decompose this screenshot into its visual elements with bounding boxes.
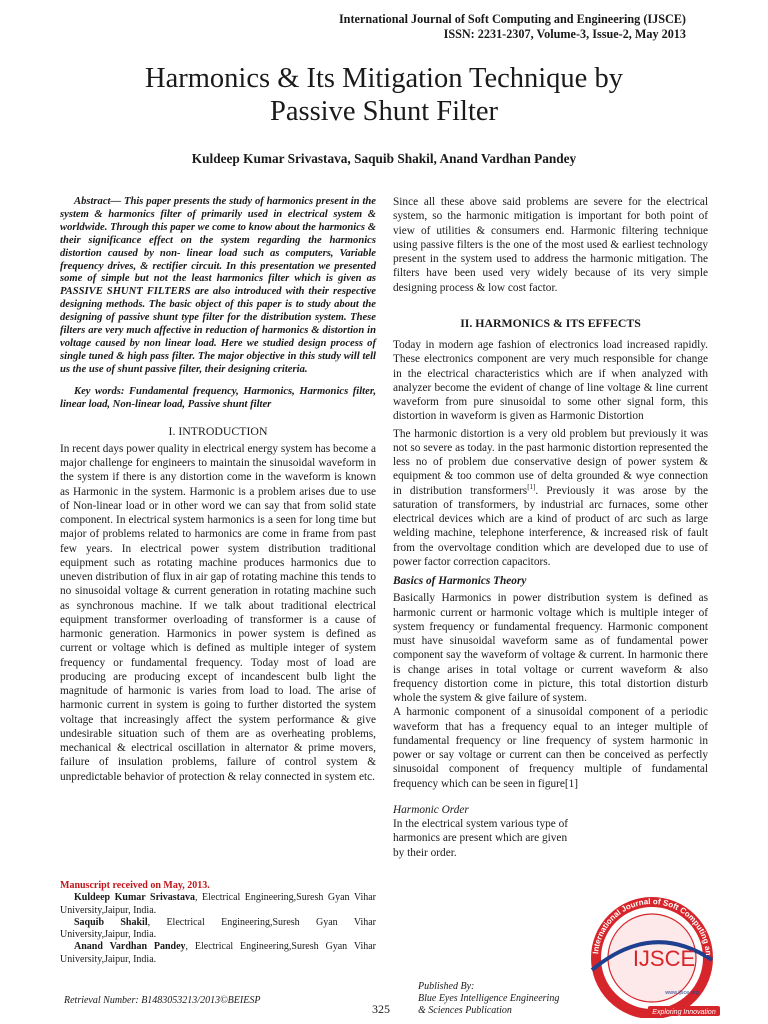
logo-ring-text: International Journal of Soft Computing an xyxy=(591,896,713,956)
page-number: 325 xyxy=(372,1002,390,1016)
harmonic-order-heading: Harmonic Order xyxy=(393,803,469,816)
footnote-author-1: Kuldeep Kumar Srivastava xyxy=(74,892,196,904)
journal-name: International Journal of Soft Computing and Engineering (IJSCE) xyxy=(338,12,686,26)
logo-text: IJSCE xyxy=(632,946,696,971)
paper-authors: Kuldeep Kumar Srivastava, Saquib Shakil, Anand Vardhan Pandey xyxy=(191,151,577,166)
publisher-block xyxy=(418,981,559,1017)
abstract: Abstract— This paper presents the study of harmonics present in the system & harmonics filter of primarily used in electrical system & worldwide. Through this paper we come to know about the harmonics & their significance effect on the system regarding the harmonics distortion caused by non- linear load such as computers, Variable frequency drives, & rectifier circuit. In this presentation we presented some of simple but not the least harmonics filter which is given as PASSIVE SHUNT FILTERS are also introduced with their respective designing methods. The basic object of this paper is to study about the designing of passive shunt type filter for the distribution system. These filters are very much affective in reduction of harmonics & distortion in voltage caused by non linear load. Here we studied design process of single tuned & high pass filter. The major objective in this study will tell us the use of shunt passive filter, their designing criteria. xyxy=(60,196,376,375)
title-line-1: Harmonics & Its Mitigation Technique by xyxy=(145,63,623,94)
ijsce-logo xyxy=(578,880,726,1018)
intro-paragraph: In recent days power quality in electrical energy system has become a major challenge for engineers to maintain the sinusoidal waveform in the system if there is any distortion come in the waveform is known as Harmonic in the system. Harmonic is a problem arises due to use of Non-linear load or in other word we can say that from solid state component. In electrical system harmonics is a seen for long time but major of problems related to harmonics are come in frame from past few years. In electrical power system distribution traditional equipment such as rotating machine produces harmonics due to uneven distribution of flux in air gap of rotating machine this tends to no sinusoidal voltage & current generation in rotating machine such as synchronous machine. If we talk about traditional electrical equipment transformer overloading of transformer is a cause of harmonic generation. Harmonics in power system is defined as current or voltage which is defined as multiple integer of system frequency or fundamental frequency. Today most of load are producing are producing except of incandescent bulb light the magnitude of harmonic is varies from load to load. The arise of harmonic current in system is going to further distorted the system voltage that increasingly affect the system performance & give undesirable situation such of them are as overheating problems, mechanical & electrical oscillation in alternator & prime movers, failure of insulation problems, failure of control system & unpredictable behavior of protection & relay connected in system etc. xyxy=(60,442,376,783)
logo-tagline: Exploring Innovation xyxy=(652,1009,716,1016)
section-2-heading: II. HARMONICS & ITS EFFECTS xyxy=(460,315,641,330)
footnote-affiliation-3: , Electrical Engineering,Suresh Gyan Vihar University,Jaipur, India. xyxy=(60,941,376,965)
section-2-paragraph-2-cont: . Previously it was arose by the saturation of transformers, by industrial arc furnaces, some other electrical devices which are a kind of product of arc such as large welding machine, telephone interference, & increased risk of fault from the overvoltage condition which are developed due to use of power factor correction capacitors. xyxy=(393,484,708,568)
journal-header xyxy=(339,12,686,42)
paper-title xyxy=(40,62,728,128)
harmonic-order-text: In the electrical system various type of harmonics are present which are given by their order. xyxy=(393,818,569,859)
published-by: Published By: xyxy=(418,981,475,992)
basics-heading: Basics of Harmonics Theory xyxy=(393,575,527,587)
ijsce-logo-graphic xyxy=(578,880,726,1018)
basics-paragraph-2: A harmonic component of a sinusoidal component of a periodic waveform that has a frequency equal to an integer multiple of fundamental frequency or line frequency of system harmonic in power or say voltage or current can then be conceived as perfectly sinusoidal component of frequency multiple of fundamental frequency which can be seen in figure[1] xyxy=(393,706,708,790)
keywords: Key words: Fundamental frequency, Harmonics, Harmonics filter, linear load, Non-linear load, Passive shunt filter xyxy=(60,385,376,410)
publisher-line-2: & Sciences Publication xyxy=(418,1005,512,1016)
publisher-line-1: Blue Eyes Intelligence Engineering xyxy=(418,993,560,1004)
manuscript-received: Manuscript received on May, 2013. xyxy=(60,880,210,891)
left-column xyxy=(60,196,376,784)
section-2-paragraph-2-text: The harmonic distortion is a very old problem but previously it was not so severe as today. in the past harmonic distortion represented the less no of problem due conservative design of power system & equipment & too common use of delta grounded & wye connection in distribution transformers xyxy=(393,427,708,497)
section-intro-heading: I. INTRODUCTION xyxy=(168,423,268,438)
citation-ref: [1] xyxy=(527,482,536,491)
retrieval-number: Retrieval Number: B1483053213/2013©BEIESP xyxy=(64,995,261,1006)
footnote-author-3: Anand Vardhan Pandey xyxy=(74,941,186,953)
right-column xyxy=(393,195,708,860)
footnote-affiliation-1: , Electrical Engineering,Suresh Gyan Vihar University,Jaipur, India. xyxy=(60,892,376,916)
basics-paragraph-1: Basically Harmonics in power distribution system is defined as harmonic current or harmonic voltage which is multiple integer of system frequency or fundamental frequency. Harmonic component must have sinusoidal waveform same as of fundamental power component say the waveform of voltage & current. In harmonic there is change arises in total voltage or current waveform & also frequency distortion come in picture, this total distortion disturb whole the system & give failure of system. xyxy=(393,592,708,704)
journal-issn: ISSN: 2231-2307, Volume-3, Issue-2, May 2013 xyxy=(443,27,686,41)
footnote-author-2: Saquib Shakil xyxy=(74,916,148,928)
section-2-paragraph-1: Today in modern age fashion of electronics load increased rapidly. These electronics component are very much responsible for change in the electrical characteristics which are if when analyzed with analyzer become the evident of change of line voltage & line current waveform from pure sinusoidal to some other signal form, this distortion in waveform is given as Harmonic Distortion xyxy=(393,339,708,423)
right-intro-paragraph: Since all these above said problems are severe for the electrical system, so the harmonic mitigation is important for both point of view of utilities & consumers end. Harmonic filtering technique using passive filters is the one of the most used & earliest technology present in the system used to address the harmonic mitigation. The filters have been used very widely because of its very simple designing process & low cost factor. xyxy=(393,196,708,294)
section-2-paragraph-2 xyxy=(393,427,708,570)
footnote-affiliation-2: , Electrical Engineering,Suresh Gyan Vihar University,Jaipur, India. xyxy=(60,916,377,941)
logo-url: www.ijsce.org xyxy=(665,990,699,996)
author-footnote xyxy=(60,880,376,966)
title-line-2: Passive Shunt Filter xyxy=(269,96,498,127)
